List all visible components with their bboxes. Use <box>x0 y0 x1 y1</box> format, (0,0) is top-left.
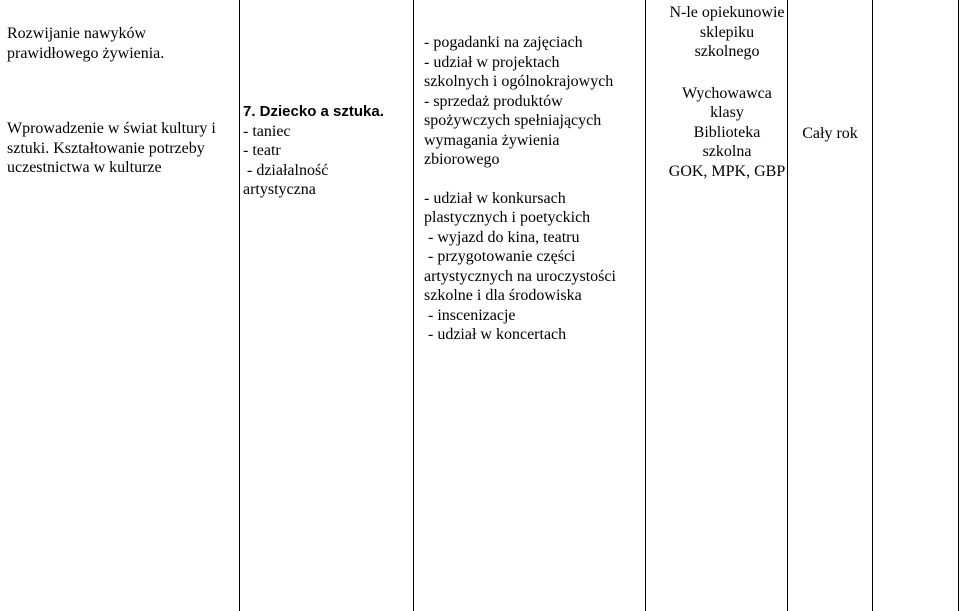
goal-text: Rozwijanie nawyków <box>7 25 147 42</box>
form-line: spożywczych spełniających <box>424 112 602 129</box>
goal-text: uczestnictwa w kulturze <box>7 159 162 176</box>
responsible-line: Wychowawca <box>682 84 772 102</box>
goals-cell <box>7 24 235 178</box>
topic-heading: 7. Dziecko a sztuka. <box>243 103 384 120</box>
form-line: zbiorowego <box>424 151 500 168</box>
form-line: - udział w konkursach <box>424 189 566 207</box>
responsible-line: GOK, MPK, GBP <box>668 162 786 180</box>
forms-cell <box>424 33 639 345</box>
form-line: - wyjazd do kina, teatru <box>424 228 580 246</box>
column-divider <box>645 0 646 611</box>
responsible-line: Biblioteka <box>693 123 761 141</box>
goal-text: Wprowadzenie w świat kultury i <box>7 120 216 137</box>
form-line: - przygotowanie części <box>424 248 576 265</box>
form-line: szkolnych i ogólnokrajowych <box>424 73 614 90</box>
topic-item: - taniec <box>243 122 291 140</box>
form-line: - udział w koncertach <box>424 326 567 343</box>
responsible-line: N-le opiekunowie <box>669 4 785 21</box>
form-line: - sprzedaż produktów <box>424 92 563 110</box>
goal-text: prawidłowego żywienia. <box>7 44 165 62</box>
responsible-cell <box>652 3 802 181</box>
column-divider <box>958 0 959 611</box>
term-text: Cały rok <box>802 125 858 142</box>
term-cell <box>795 124 865 144</box>
form-line: wymagania żywienia <box>424 131 560 149</box>
responsible-line: szkolnego <box>694 43 760 60</box>
topic-item: - działalność <box>243 161 329 179</box>
column-divider <box>239 0 240 611</box>
responsible-line: klasy <box>710 104 744 121</box>
column-divider <box>413 0 414 611</box>
topic-item: - teatr <box>243 142 281 159</box>
form-line: plastycznych i poetyckich <box>424 209 591 226</box>
goal-text: sztuki. Kształtowanie potrzeby <box>7 139 205 157</box>
form-line: artystycznych na uroczystości <box>424 267 616 285</box>
form-line: - inscenizacje <box>424 306 516 324</box>
topic-cell <box>243 102 393 200</box>
responsible-line: szkolna <box>702 143 752 160</box>
topic-item: artystyczna <box>243 181 316 198</box>
column-divider <box>872 0 873 611</box>
form-line: - pogadanki na zajęciach <box>424 34 583 51</box>
responsible-line: sklepiku <box>699 23 755 41</box>
form-line: - udział w projektach <box>424 53 560 71</box>
form-line: szkolne i dla środowiska <box>424 287 582 304</box>
